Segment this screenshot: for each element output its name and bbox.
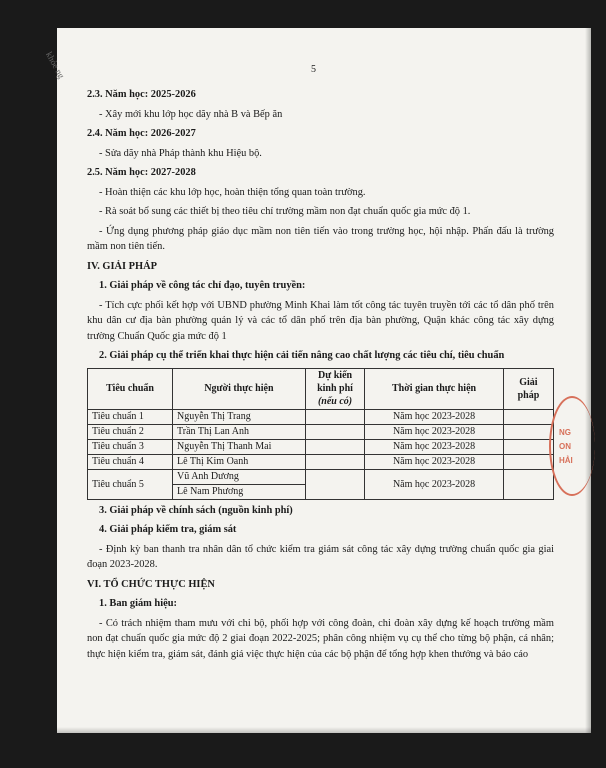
table-row bbox=[88, 409, 554, 424]
cell-budget bbox=[305, 424, 364, 439]
item-2-5-a: - Hoàn thiện các khu lớp học, hoàn thiện tổng quan toàn trường. bbox=[99, 186, 366, 198]
cell-budget bbox=[305, 409, 364, 424]
implementation-table bbox=[87, 368, 554, 500]
solution-1-text: - Tích cực phối kết hợp với UBND phường Minh Khai làm tốt công tác tuyên truyền tới các tổ dân phố trên khu dân cư địa bàn phường quản lý và các tổ dân phố trên địa bàn phường, Quận khác công tác xây dựng trường Chuẩn Quốc gia mức độ 1 bbox=[87, 299, 554, 342]
header-budget-line1: Dự kiến bbox=[318, 370, 353, 381]
item-2-5-c: - Ứng dụng phương pháp giáo dục mầm non tiên tiến vào trong trường học, hội nhập. Phấn đấu là trường mầm non tiên tiến. bbox=[87, 225, 554, 252]
heading-2-3: 2.3. Năm học: 2025-2026 bbox=[87, 89, 196, 100]
item-2-5-b: - Rà soát bổ sung các thiết bị theo tiêu chí trường mầm non đạt chuẩn quốc gia mức độ 1. bbox=[99, 206, 471, 217]
page-edge-shadow bbox=[585, 28, 591, 733]
table-row bbox=[88, 439, 554, 454]
document-body bbox=[87, 86, 554, 666]
section-iv-title: IV. GIẢI PHÁP bbox=[87, 260, 157, 272]
cell-standard: Tiêu chuẩn 5 bbox=[88, 469, 173, 499]
cell-standard: Tiêu chuẩn 1 bbox=[88, 409, 173, 424]
stamp-text-line: NG bbox=[559, 428, 571, 437]
header-budget-line2: kinh phí bbox=[317, 383, 353, 394]
section-vi-title: VI. TỔ CHỨC THỰC HIỆN bbox=[87, 578, 215, 590]
heading-2-5: 2.5. Năm học: 2027-2028 bbox=[87, 167, 196, 178]
header-time: Thời gian thực hiện bbox=[365, 368, 504, 409]
cell-budget bbox=[305, 439, 364, 454]
cell-person: Trần Thị Lan Anh bbox=[173, 424, 306, 439]
cell-time: Năm học 2023-2028 bbox=[365, 454, 504, 469]
header-solution-line2: pháp bbox=[517, 389, 540, 401]
cell-solution bbox=[503, 454, 553, 469]
table-row bbox=[88, 469, 554, 484]
cell-standard: Tiêu chuẩn 3 bbox=[88, 439, 173, 454]
header-solution-line1: Giải bbox=[519, 376, 538, 388]
header-standard: Tiêu chuẩn bbox=[88, 368, 173, 409]
item-2-4: - Sửa dãy nhà Pháp thành khu Hiệu bộ. bbox=[99, 147, 262, 159]
table-row bbox=[88, 454, 554, 469]
cell-time: Năm học 2023-2028 bbox=[365, 469, 504, 499]
solution-2-heading: 2. Giải pháp cụ thể triển khai thực hiện cải tiến nâng cao chất lượng các tiêu chí, tiêu chuẩn bbox=[99, 350, 505, 361]
document-page bbox=[44, 28, 591, 733]
item-2-3: - Xây mới khu lớp học dãy nhà B và Bếp ăn bbox=[99, 108, 283, 120]
stamp-text-line: HẢI bbox=[559, 456, 573, 465]
cell-time: Năm học 2023-2028 bbox=[365, 424, 504, 439]
cell-solution bbox=[503, 424, 553, 439]
cell-time: Năm học 2023-2028 bbox=[365, 439, 504, 454]
cell-person: Nguyễn Thị Trang bbox=[173, 409, 306, 424]
page-number: 5 bbox=[311, 64, 316, 75]
header-budget-line3: (nếu có) bbox=[317, 396, 353, 407]
header-person: Người thực hiện bbox=[173, 368, 306, 409]
solution-3-heading: 3. Giải pháp về chính sách (nguồn kinh phí) bbox=[99, 504, 293, 516]
solution-4-heading: 4. Giải pháp kiểm tra, giám sát bbox=[99, 524, 237, 535]
cell-solution bbox=[503, 439, 553, 454]
cell-person: Lê Thị Kim Oanh bbox=[173, 454, 306, 469]
margin-note: khỏe ng bbox=[44, 50, 67, 81]
stamp-text-line: ON bbox=[559, 442, 571, 451]
cell-standard: Tiêu chuẩn 4 bbox=[88, 454, 173, 469]
cell-person: Lê Nam Phương bbox=[173, 484, 306, 499]
board-text: - Có trách nhiệm tham mưu với chi bộ, phối hợp với công đoàn, chi đoàn xây dựng kế hoạch trường mầm non đạt chuẩn quốc gia mức độ 2 giai đoạn 2022-2025; phân công nhiệm vụ cụ thể cho từng bộ phận, cá nhân; thực hiện kiểm tra, giám sát, đánh giá việc thực hiện của các bộ phận để tổng hợp khen thưởng và báo cáo bbox=[87, 617, 554, 660]
board-heading: 1. Ban giám hiệu: bbox=[99, 598, 177, 609]
cell-standard: Tiêu chuẩn 2 bbox=[88, 424, 173, 439]
cell-solution bbox=[503, 469, 553, 499]
page-bottom-shadow bbox=[57, 727, 591, 733]
solution-1-heading: 1. Giải pháp về công tác chỉ đạo, tuyên truyền: bbox=[99, 280, 306, 291]
table-row bbox=[88, 424, 554, 439]
cell-person: Nguyễn Thị Thanh Mai bbox=[173, 439, 306, 454]
heading-2-4: 2.4. Năm học: 2026-2027 bbox=[87, 128, 196, 139]
cell-solution bbox=[503, 409, 553, 424]
cell-time: Năm học 2023-2028 bbox=[365, 409, 504, 424]
table-header-row bbox=[88, 368, 554, 409]
header-budget bbox=[305, 368, 364, 409]
cell-person: Vũ Anh Dương bbox=[173, 469, 306, 484]
cell-budget bbox=[305, 454, 364, 469]
cell-budget bbox=[305, 469, 364, 499]
header-solution bbox=[503, 368, 553, 409]
solution-4-text: - Định kỳ ban thanh tra nhân dân tổ chức kiểm tra giám sát công tác xây dựng trường chuẩn quốc gia giai đoạn 2023-2028. bbox=[87, 543, 554, 570]
